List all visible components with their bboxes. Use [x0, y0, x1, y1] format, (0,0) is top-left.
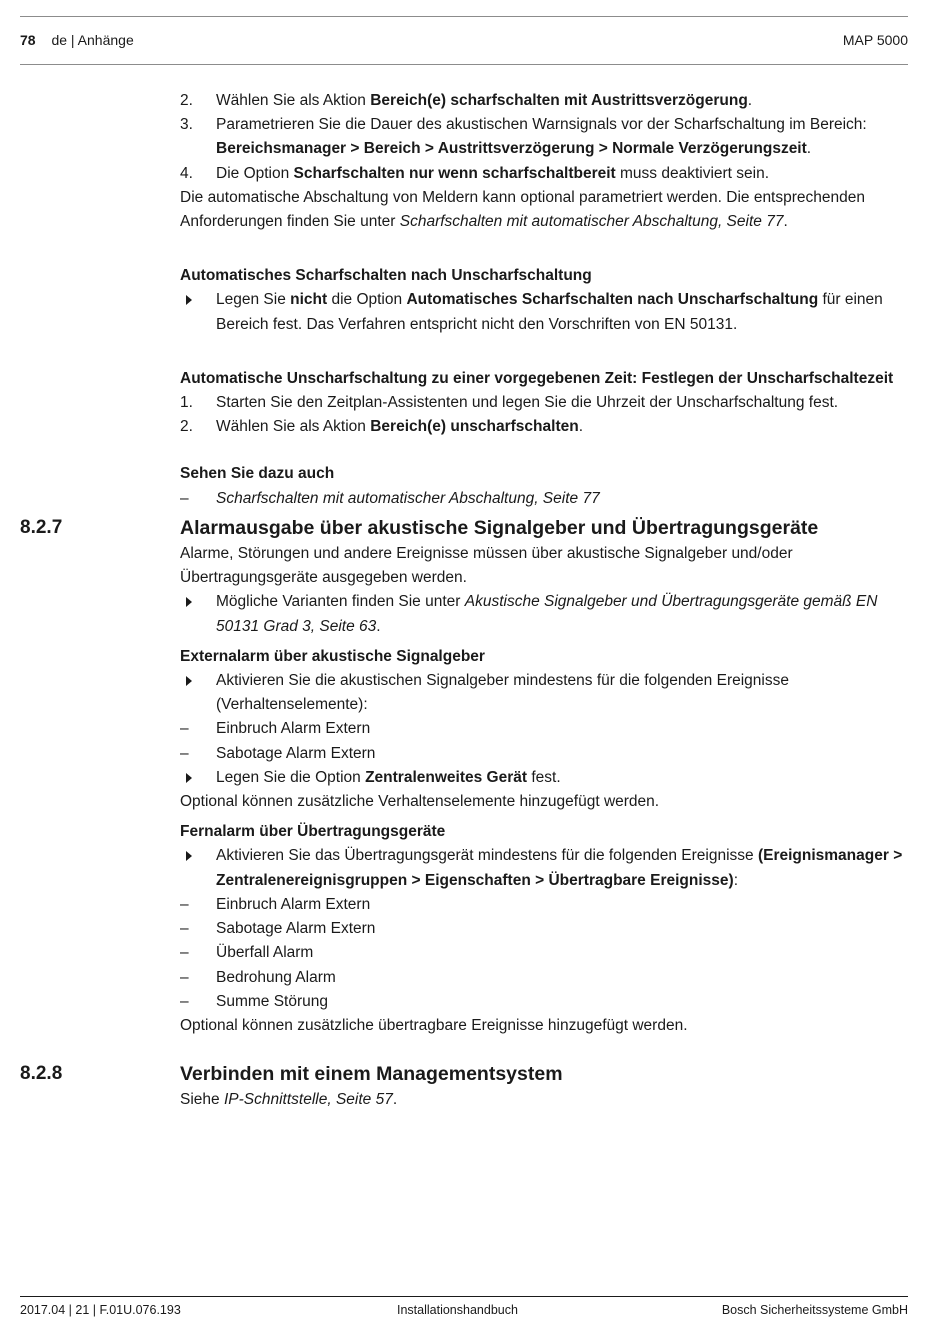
subheading-auto-arm: Automatisches Scharfschalten nach Unscharfschaltung	[180, 267, 592, 285]
menu-path: Bereich(e) unscharfschalten	[370, 418, 579, 436]
see-also-item	[180, 487, 910, 511]
option-name: Zentralenweites Gerät	[365, 768, 528, 786]
subheading-external-alarm: Externalarm über akustische Signalgeber	[180, 647, 485, 665]
step-marker: 3.	[180, 116, 193, 134]
section-828-text: Siehe IP-Schnittstelle, Seite 57.	[180, 1091, 398, 1109]
intro-paragraph: Die automatische Abschaltung von Meldern kann optional parametriert werden. Die entsprechenden Anforderungen finden Sie unter Scharfschalten mit automatischer Abschaltung, Seite 77.	[180, 188, 865, 231]
triangle-bullet-icon	[186, 773, 192, 783]
cross-reference-link[interactable]: Akustische Signalgeber und Übertragungsgeräte gemäß EN 50131 Grad 3, Seite 63	[216, 593, 878, 635]
dash-marker: –	[180, 744, 189, 762]
instruction-bullet: Aktivieren Sie die akustischen Signalgeber mindestens für die folgenden Ereignisse (Verhaltenselemente):	[180, 669, 910, 717]
header-product: MAP 5000	[842, 32, 908, 48]
instruction-bullet: Mögliche Varianten finden Sie unter Akustische Signalgeber und Übertragungsgeräte gemäß EN 50131 Grad 3, Seite 63.	[180, 590, 910, 638]
step-marker: 4.	[180, 164, 193, 182]
menu-path: Bereichsmanager > Bereich > Austrittsverzögerung > Normale Verzögerungszeit	[216, 140, 807, 158]
option-name: Scharfschalten nur wenn scharfschaltbereit	[293, 164, 616, 182]
step-marker: 2.	[180, 418, 193, 436]
event-list-item: – Einbruch Alarm Extern	[180, 893, 910, 917]
footer-doc-type: Installationshandbuch	[397, 1303, 518, 1317]
triangle-bullet-icon	[186, 295, 192, 305]
event-list-item: – Einbruch Alarm Extern	[180, 717, 910, 741]
event-list-item: – Sabotage Alarm Extern	[180, 917, 910, 941]
event-list-item: – Bedrohung Alarm	[180, 966, 910, 990]
step-1: 1. Starten Sie den Zeitplan-Assistenten und legen Sie die Uhrzeit der Unscharfschaltung fest.	[180, 391, 910, 415]
footer-rule	[20, 1296, 908, 1297]
external-alarm-note: Optional können zusätzliche Verhaltenselemente hinzugefügt werden.	[180, 793, 660, 811]
dash-marker: –	[180, 992, 189, 1010]
step-4: 4. Die Option Scharfschalten nur wenn scharfschaltbereit muss deaktiviert sein.	[180, 162, 910, 186]
cross-reference-link[interactable]: Scharfschalten mit automatischer Abschaltung, Seite 77	[216, 489, 600, 507]
page-content	[20, 89, 910, 1113]
triangle-bullet-icon	[186, 597, 192, 607]
menu-path: Bereich(e) scharfschalten mit Austrittsverzögerung	[370, 92, 748, 109]
subheading-remote-alarm: Fernalarm über Übertragungsgeräte	[180, 823, 446, 841]
page-number: 78	[20, 32, 36, 48]
instruction-bullet: Legen Sie nicht die Option Automatisches Scharfschalten nach Unscharfschaltung für einen Bereich fest. Das Verfahren entspricht nicht den Vorschriften von EN 50131.	[180, 288, 910, 336]
page-footer	[20, 1303, 908, 1319]
section-heading-8-2-7	[20, 515, 910, 542]
step-2: 2. Wählen Sie als Aktion Bereich(e) scharfschalten mit Austrittsverzögerung.	[180, 89, 910, 113]
triangle-bullet-icon	[186, 851, 192, 861]
cross-reference-link[interactable]: Scharfschalten mit automatischer Abschaltung, Seite 77	[399, 213, 784, 231]
header-top-rule	[20, 16, 908, 17]
instruction-bullet: Aktivieren Sie das Übertragungsgerät mindestens für die folgenden Ereignisse (Ereignismanager > Zentralenereignisgruppen > Eigenschaften > Übertragbare Ereignisse):	[180, 844, 910, 892]
section-number: 8.2.8	[20, 1063, 63, 1085]
dash-marker: –	[180, 720, 189, 738]
step-2: 2. Wählen Sie als Aktion Bereich(e) unscharfschalten.	[180, 415, 910, 439]
subheading-auto-disarm: Automatische Unscharfschaltung zu einer vorgegebenen Zeit: Festlegen der Unscharfschaltezeit	[180, 369, 894, 387]
section-title: Verbinden mit einem Managementsystem	[180, 1063, 563, 1086]
menu-path: (Ereignismanager > Zentralenereignisgruppen > Eigenschaften > Übertragbare Ereignisse)	[216, 847, 903, 889]
option-name: Automatisches Scharfschalten nach Unscharfschaltung	[406, 291, 819, 309]
cross-reference-link[interactable]: IP-Schnittstelle, Seite 57	[223, 1091, 393, 1109]
page-header	[20, 32, 908, 50]
footer-doc-id: 2017.04 | 21 | F.01U.076.193	[20, 1303, 181, 1317]
triangle-bullet-icon	[186, 676, 192, 686]
section-heading-8-2-8	[20, 1061, 910, 1088]
header-section: de | Anhänge	[51, 32, 134, 48]
section-title: Alarmausgabe über akustische Signalgeber und Übertragungsgeräte	[180, 516, 819, 539]
dash-marker: –	[180, 489, 189, 507]
step-marker: 2.	[180, 92, 193, 109]
step-3: 3. Parametrieren Sie die Dauer des akustischen Warnsignals vor der Scharfschaltung im Bereich: Bereichsmanager > Bereich > Austrittsverzögerung > Normale Verzögerungszeit.	[180, 113, 910, 161]
dash-marker: –	[180, 920, 189, 938]
step-marker: 1.	[180, 394, 193, 412]
event-list-item: – Sabotage Alarm Extern	[180, 742, 910, 766]
dash-marker: –	[180, 944, 189, 962]
header-bottom-rule	[20, 64, 908, 65]
instruction-bullet: Legen Sie die Option Zentralenweites Gerät fest.	[180, 766, 910, 790]
section-number: 8.2.7	[20, 516, 63, 538]
event-list-item: – Überfall Alarm	[180, 941, 910, 965]
footer-company: Bosch Sicherheitssysteme GmbH	[721, 1303, 908, 1317]
see-also-heading: Sehen Sie dazu auch	[180, 465, 335, 483]
dash-marker: –	[180, 968, 189, 986]
section-intro: Alarme, Störungen und andere Ereignisse müssen über akustische Signalgeber und/oder Übertragungsgeräte ausgegeben werden.	[180, 545, 793, 587]
dash-marker: –	[180, 895, 189, 913]
event-list-item: – Summe Störung	[180, 990, 910, 1014]
remote-alarm-note: Optional können zusätzliche übertragbare Ereignisse hinzugefügt werden.	[180, 1016, 688, 1034]
